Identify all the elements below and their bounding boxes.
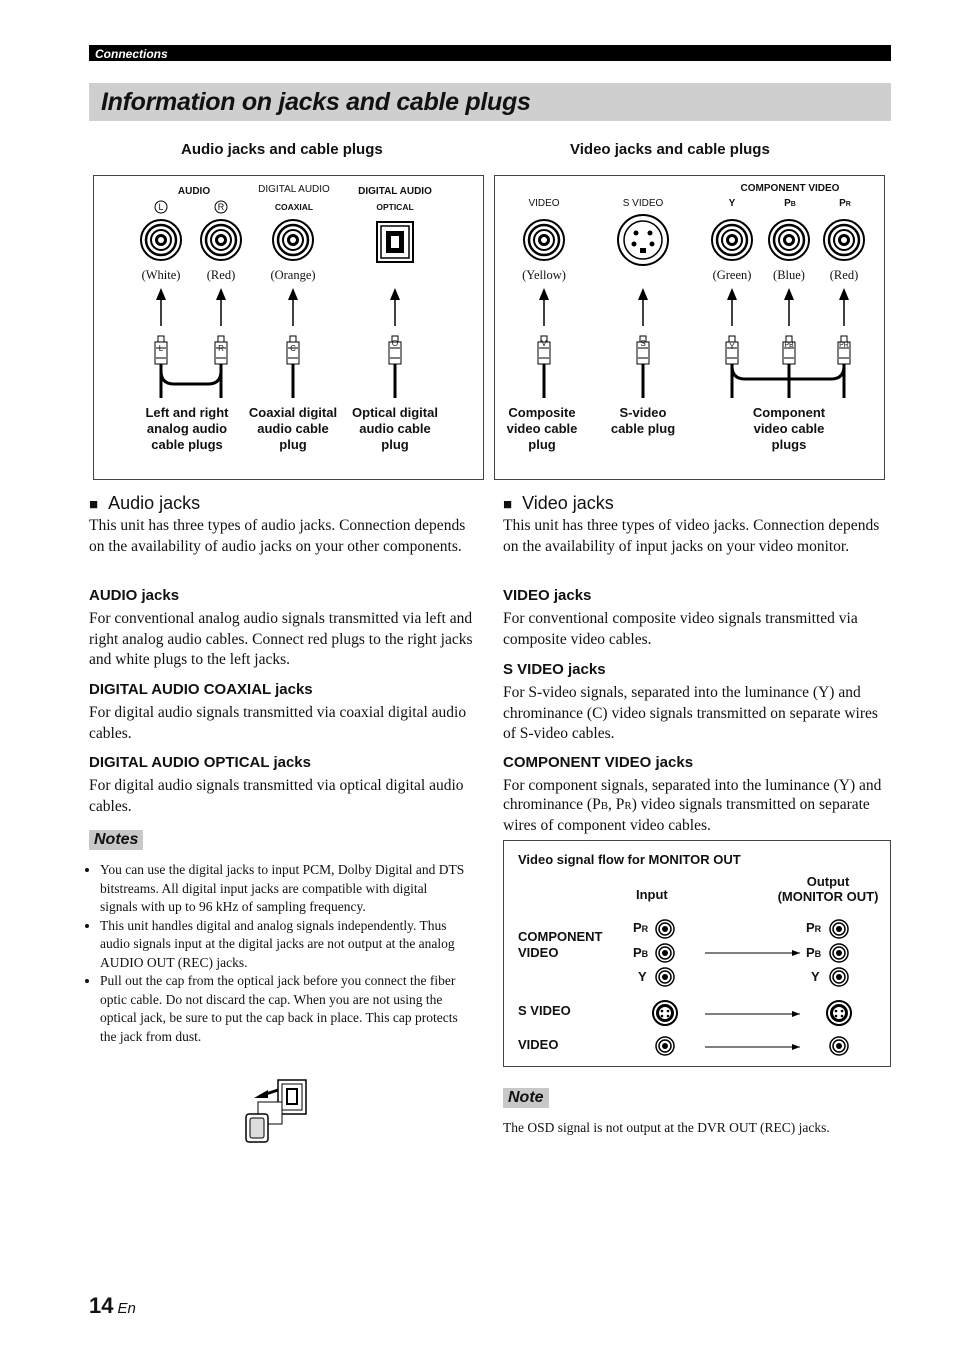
flow-in-video-jack — [656, 1037, 674, 1055]
note-item: • You can use the digital jacks to input PCM, Dolby Digital and DTS bitstreams. All digital input jacks are compatible with digital signals with up to 96 kHz of sampling frequency. — [100, 861, 465, 917]
r-plug-letter: R — [218, 344, 224, 353]
component-plug-caption: Component video cable plugs — [752, 405, 826, 452]
flow-in-y-label: Y — [638, 969, 647, 984]
s-plug-letter: S — [640, 339, 646, 348]
optical-plug-caption: Optical digital audio cable plug — [352, 405, 438, 452]
svideo-label: S VIDEO — [622, 198, 664, 209]
coaxial-jack — [273, 220, 313, 260]
audio-l-jack — [141, 220, 181, 260]
flow-output-label: Output (MONITOR OUT) — [777, 874, 879, 904]
pb-label: PB — [784, 198, 796, 209]
square-bullet-icon: ■ — [89, 496, 99, 513]
coaxial-plug-caption: Coaxial digital audio cable plug — [248, 405, 338, 452]
pb-jack — [769, 220, 809, 260]
video-jacks-heading: ■ Video jacks — [503, 493, 614, 513]
video-sub3-text: For component signals, separated into the luminance (Y) and chrominance (PB, PR) video signals transmitted on separate wires of component video cables. — [503, 777, 882, 834]
audio-sub2-heading: DIGITAL AUDIO COAXIAL jacks — [89, 681, 313, 698]
svideo-jack — [618, 215, 668, 265]
flow-title: Video signal flow for MONITOR OUT — [518, 852, 741, 867]
coaxial-label: COAXIAL — [274, 202, 314, 212]
note-text: The OSD signal is not output at the DVR OUT (REC) jacks. — [503, 1120, 830, 1135]
section-header-bar — [89, 45, 891, 61]
square-bullet-icon: ■ — [503, 496, 513, 513]
orange-color-label: (Orange) — [270, 268, 316, 282]
flow-out-pr-label: PR — [806, 920, 822, 935]
flow-in-svideo-jack — [653, 1001, 677, 1025]
composite-jack — [524, 220, 564, 260]
note-item: • This unit handles digital and analog signals independently. Thus audio signals input at the digital jacks are not output at the analog AUDIO OUT (REC) jacks. — [100, 917, 465, 973]
flow-in-pr-label: PR — [633, 920, 649, 935]
v-plug-letter: V — [541, 339, 547, 348]
page-footer — [89, 1293, 136, 1319]
y-jack — [712, 220, 752, 260]
flow-out-pb-label: PB — [806, 945, 822, 960]
notes-label: Notes — [89, 830, 143, 850]
audio-sub3-heading: DIGITAL AUDIO OPTICAL jacks — [89, 754, 311, 771]
flow-out-video-jack — [830, 1037, 848, 1055]
flow-svideo-label: S VIDEO — [518, 1003, 571, 1018]
y-plug-letter: Y — [729, 342, 735, 351]
flow-out-y-label: Y — [811, 969, 820, 984]
svideo-plug-caption: S-video cable plug — [610, 405, 676, 436]
note-label: Note — [503, 1088, 549, 1108]
yellow-color-label: (Yellow) — [522, 268, 566, 282]
o-plug-letter: O — [391, 339, 399, 348]
flow-in-pb-jack — [656, 944, 674, 962]
flow-component-label: COMPONENT VIDEO — [518, 929, 603, 960]
red-video-color-label: (Red) — [829, 268, 859, 282]
flow-in-pr-jack — [656, 920, 674, 938]
flow-in-y-jack — [656, 968, 674, 986]
pr-label: PR — [839, 198, 851, 209]
digital-audio-label-2: DIGITAL AUDIO — [358, 186, 432, 197]
flow-in-pb-label: PB — [633, 945, 649, 960]
pr-plug-letter: PR — [839, 342, 849, 349]
video-sub1-heading: VIDEO jacks — [503, 587, 592, 604]
title-bar — [89, 83, 891, 121]
video-sub3-heading: COMPONENT VIDEO jacks — [503, 754, 694, 771]
note-item: • Pull out the cap from the optical jack before you connect the fiber optic cable. Do not discard the cap. When you are not using the optical jack, be sure to put the cap back in place. This cap protects the jack from dust. — [100, 972, 465, 1046]
video-flow-box — [503, 840, 891, 1067]
pb-plug-letter: PB — [784, 342, 794, 349]
language-code: En — [117, 1300, 136, 1317]
video-label: VIDEO — [528, 198, 560, 209]
audio-jacks-panel — [93, 175, 484, 480]
l-plug-letter: L — [158, 344, 164, 353]
notes-list — [89, 861, 465, 1046]
y-label: Y — [728, 198, 736, 209]
blue-color-label: (Blue) — [773, 268, 805, 282]
page-title: Information on jacks and cable plugs — [101, 88, 531, 116]
video-sub2-text: For S-video signals, separated into the luminance (Y) and chrominance (C) video signals transmitted on separate wires of S-video cables. — [503, 684, 878, 742]
red-color-label: (Red) — [206, 268, 236, 282]
audio-sub3-text: For digital audio signals transmitted via optical digital audio cables. — [89, 777, 464, 815]
section-name: Connections — [95, 47, 168, 61]
flow-input-label: Input — [636, 887, 668, 902]
analog-plug-caption: Left and right analog audio cable plugs — [145, 405, 229, 452]
flow-diagram — [504, 841, 890, 1066]
pr-jack — [824, 220, 864, 260]
flow-out-svideo-jack — [827, 1001, 851, 1025]
video-sub1-text: For conventional composite video signals transmitted via composite video cables. — [503, 610, 858, 648]
r-marker-letter: R — [217, 202, 225, 212]
page-number: 14 — [89, 1293, 114, 1318]
video-box-heading: Video jacks and cable plugs — [570, 141, 770, 158]
audio-box-heading: Audio jacks and cable plugs — [181, 141, 383, 158]
audio-r-jack — [201, 220, 241, 260]
composite-plug-caption: Composite video cable plug — [506, 405, 578, 452]
flow-out-pr-jack — [830, 920, 848, 938]
optical-label: OPTICAL — [376, 202, 414, 212]
optical-jack — [377, 222, 413, 262]
video-sub2-heading: S VIDEO jacks — [503, 661, 606, 678]
audio-jacks-heading: ■ Audio jacks — [89, 493, 201, 513]
audio-jack-label: AUDIO — [177, 186, 211, 197]
digital-audio-label-1: DIGITAL AUDIO — [258, 184, 330, 195]
analog-cable-join — [161, 371, 221, 384]
green-color-label: (Green) — [712, 268, 752, 282]
flow-video-label: VIDEO — [518, 1037, 559, 1052]
optical-cap-illustration — [238, 1076, 314, 1146]
audio-sub1-heading: AUDIO jacks — [89, 587, 180, 604]
white-color-label: (White) — [141, 268, 181, 282]
c-plug — [287, 288, 299, 398]
flow-out-y-jack — [830, 968, 848, 986]
video-jacks-panel — [494, 175, 885, 480]
audio-sub1-text: For conventional analog audio signals transmitted via left and right analog audio cables. Connect red plugs to the right jacks and white plugs to the left jacks. — [89, 610, 473, 668]
component-video-label: COMPONENT VIDEO — [740, 183, 840, 194]
flow-out-pb-jack — [830, 944, 848, 962]
audio-intro: This unit has three types of audio jacks. Connection depends on the availability of audio jacks on your other components. — [89, 517, 466, 555]
c-plug-letter: C — [290, 344, 296, 353]
audio-sub2-text: For digital audio signals transmitted via coaxial digital audio cables. — [89, 704, 467, 742]
l-marker-letter: L — [158, 202, 164, 212]
video-intro: This unit has three types of video jacks. Connection depends on the availability of input jacks on your video monitor. — [503, 517, 880, 555]
